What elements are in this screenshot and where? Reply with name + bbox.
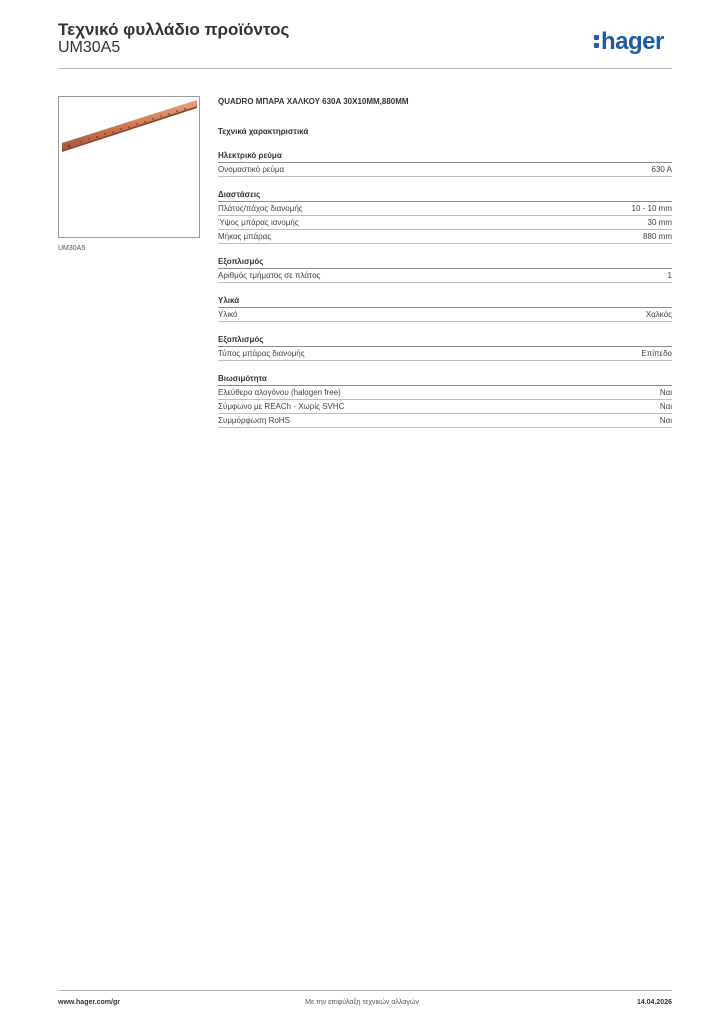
spec-row: [218, 202, 672, 216]
spec-row: [218, 230, 672, 244]
spec-label: Αριθμός τμήματος σε πλάτος: [218, 271, 321, 280]
spec-section: [218, 373, 672, 428]
spec-label: Ονομαστικό ρεύμα: [218, 165, 285, 174]
spec-label: Πλάτος/πάχος διανομής: [218, 204, 303, 213]
spec-section: [218, 189, 672, 244]
spec-row: [218, 347, 672, 361]
technical-characteristics-heading: Τεχνικά χαρακτηριστικά: [218, 127, 309, 136]
spec-value: 1: [667, 271, 672, 280]
spec-label: Ελεύθερο αλογόνου (halogen free): [218, 388, 341, 397]
spec-label: Τύπος μπάρας διανομής: [218, 349, 305, 358]
spec-row: [218, 386, 672, 400]
spec-label: Συμμόρφωση RoHS: [218, 416, 290, 425]
section-title: Υλικά: [218, 295, 672, 308]
section-title: Ηλεκτρικό ρεύμα: [218, 150, 672, 163]
spec-value: 30 mm: [647, 218, 672, 227]
section-title: Εξοπλισμός: [218, 334, 672, 347]
spec-label: Ύψος μπάρας ιανομής: [218, 218, 299, 227]
footer-divider: [58, 990, 672, 991]
spec-section: [218, 334, 672, 361]
product-image: [58, 96, 200, 238]
image-caption: UM30A5: [58, 245, 86, 252]
product-name: QUADRO ΜΠΑΡΑ ΧΑΛΚΟΥ 630A 30X10MM,880MM: [218, 97, 409, 106]
section-title: Διαστάσεις: [218, 189, 672, 202]
spec-section: [218, 150, 672, 177]
logo-text: hager: [601, 28, 664, 55]
spec-section: [218, 256, 672, 283]
spec-row: [218, 308, 672, 322]
copper-busbar-image: [59, 97, 199, 237]
footer-website: www.hager.com/gr: [58, 999, 120, 1006]
hager-logo: [594, 28, 664, 56]
specification-panel: [218, 96, 672, 428]
spec-row: [218, 216, 672, 230]
spec-label: Σύμφωνο με REACh - Χωρίς SVHC: [218, 402, 345, 411]
spec-row: [218, 400, 672, 414]
spec-sections: [218, 150, 672, 428]
spec-value: 880 mm: [643, 232, 672, 241]
spec-row: [218, 269, 672, 283]
header-divider: [58, 68, 672, 69]
product-code: UM30A5: [58, 39, 121, 56]
spec-value: Χαλκός: [645, 310, 672, 319]
spec-label: Μήκος μπάρας: [218, 232, 272, 241]
footer-date: 14.04.2026: [636, 999, 672, 1006]
spec-row: [218, 414, 672, 428]
spec-value: Ναι: [659, 402, 672, 411]
logo-dots-icon: [594, 35, 599, 49]
spec-value: Επίπεδο: [641, 349, 672, 358]
spec-value: Ναι: [659, 388, 672, 397]
spec-value: 10 - 10 mm: [631, 204, 672, 213]
spec-value: Ναι: [659, 416, 672, 425]
section-title: Εξοπλισμός: [218, 256, 672, 269]
spec-label: Υλικό: [218, 310, 238, 319]
spec-section: [218, 295, 672, 322]
document-title: Τεχνικό φυλλάδιο προϊόντος: [58, 20, 290, 39]
spec-row: [218, 163, 672, 177]
spec-value: 630 A: [651, 165, 672, 174]
section-title: Βιωσιμότητα: [218, 373, 672, 386]
footer-notice: Με την επιφύλαξη τεχνικών αλλαγών: [305, 999, 419, 1006]
